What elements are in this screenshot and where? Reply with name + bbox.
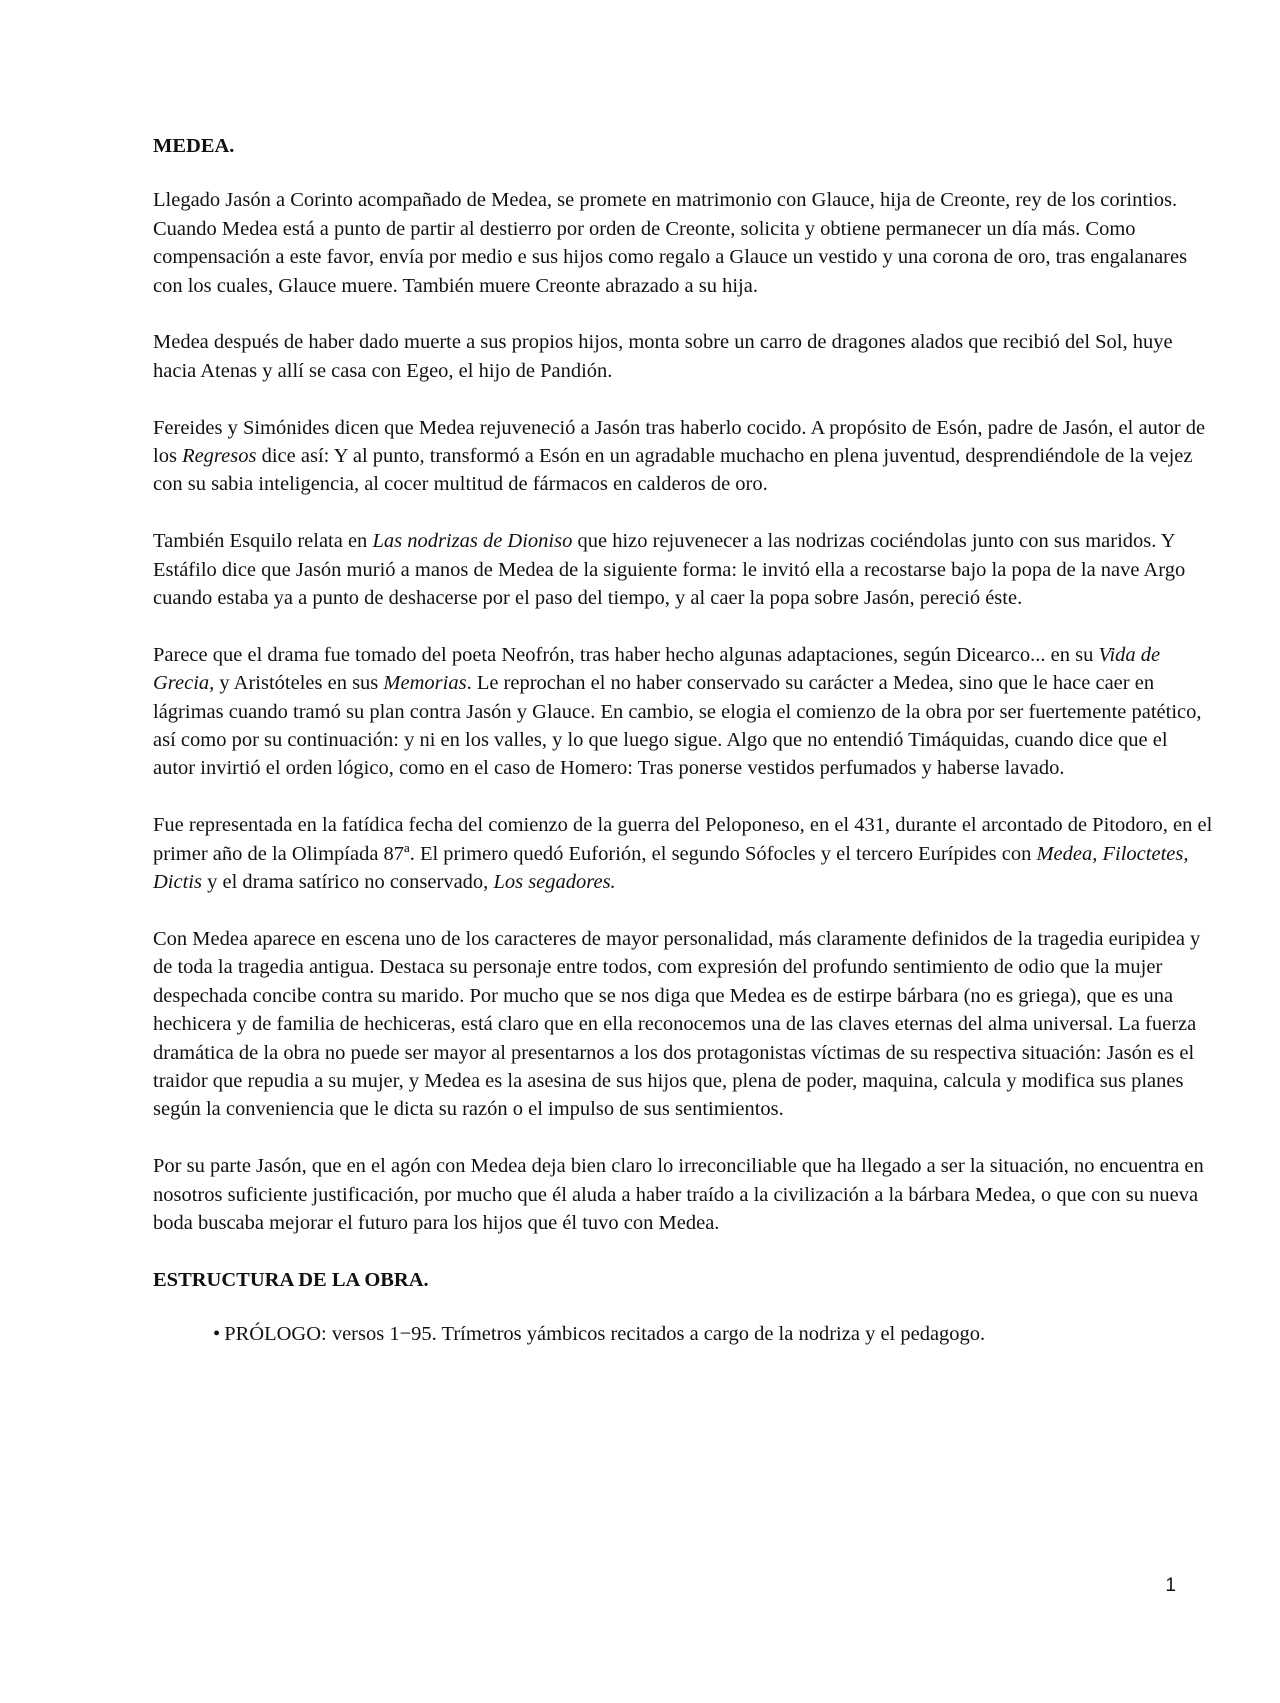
paragraph-1: Llegado Jasón a Corinto acompañado de Medea, se promete en matrimonio con Glauce, hija de Creonte, rey de los corintios. Cuando Medea está a punto de partir al destierro por orden de Creonte, solicita y obtiene permanecer un día más. Como compensación a este favor, envía por medio e sus hijos como regalo a Glauce un vestido y una corona de oro, tras engalanares con los cuales, Glauce muere. También muere Creonte abrazado a su hija.	[153, 189, 1188, 297]
paragraph-5-text-e: . Le reprochan el no haber conservado su carácter a Medea, sino que le hace caer en lágrimas cuando tramó su plan contra Jasón y Glauce. En cambio, se elogia el comienzo de la obra por ser fuertemente patético, así como por su continuación: y ni en los valles, y lo que luego sigue. Algo que no entendió Timáquidas, cuando dice que el autor invirtió el orden lógico, como en el caso de Homero: Tras ponerse vestidos perfumados y haberse lavado.	[153, 672, 1202, 780]
paragraph-5-text-c: y Aristóteles en sus	[214, 672, 384, 695]
paragraph-5-italic-vida-de-grecia: Vida de Grecia,	[153, 643, 1161, 695]
structure-list	[153, 1320, 1213, 1348]
bullet-icon: •	[213, 1323, 221, 1346]
paragraph-4-text-c: que hizo rejuvenecer a las nodrizas cociéndolas junto con sus maridos. Y Estáfilo dice que Jasón murió a manos de Medea de la siguiente forma: le invitó ella a recostarse bajo la popa de la nave Argo cuando estaba ya a punto de deshacerse por el paso del tiempo, y al caer la popa sobre Jasón, pereció éste.	[153, 530, 1186, 610]
paragraph-3	[153, 414, 1213, 499]
paragraph-4	[153, 527, 1213, 612]
paragraph-6	[153, 811, 1213, 896]
paragraph-3-text-a: Fereides y Simónides dicen que Medea rejuveneció a Jasón tras haberlo cocido. A propósito de Esón, padre de Jasón, el autor de los	[153, 416, 1206, 468]
page-number: 1	[1165, 1575, 1176, 1596]
paragraph-6-text-a: Fue representada en la fatídica fecha del comienzo de la guerra del Peloponeso, en el 431, durante el arcontado de Pitodoro, en el primer año de la Olimpíada 87ª. El primero quedó Euforión, el segundo Sófocles y el tercero Eurípides con	[153, 814, 1213, 865]
paragraph-2: Medea después de haber dado muerte a sus propios hijos, monta sobre un carro de dragones alados que recibió del Sol, huye hacia Atenas y allí se casa con Egeo, el hijo de Pandión.	[153, 331, 1173, 382]
paragraph-7: Con Medea aparece en escena uno de los caracteres de mayor personalidad, más claramente definidos de la tragedia euripidea y de toda la tragedia antigua. Destaca su personaje entre todos, com expresión del profundo sentimiento de odio que la mujer despechada concibe contra su marido. Por mucho que se nos diga que Medea es de estirpe bárbara (no es griega), que es una hechicera y de familia de hechiceras, está claro que en ella reconocemos una de las claves eternas del alma universal. La fuerza dramática de la obra no puede ser mayor al presentarnos a los dos protagonistas víctimas de su respectiva situación: Jasón es el traidor que repudia a su mujer, y Medea es la asesina de sus hijos que, plena de poder, maquina, calcula y modifica sus planes según la conveniencia que le dicta su razón o el impulso de sus sentimientos.	[153, 927, 1201, 1121]
structure-heading: ESTRUCTURA DE LA OBRA.	[153, 1268, 429, 1291]
list-item-text: PRÓLOGO: versos 1−95. Trímetros yámbicos recitados a cargo de la nodriza y el pedagogo.	[224, 1323, 986, 1346]
paragraph-5-text-a: Parece que el drama fue tomado del poeta Neofrón, tras haber hecho algunas adaptaciones, según Dicearco... en su	[153, 643, 1099, 666]
paragraph-4-italic-nodrizas: Las nodrizas de Dioniso	[372, 530, 573, 553]
paragraph-6-text-c: y el drama satírico no conservado,	[201, 871, 494, 894]
paragraph-5	[153, 641, 1213, 783]
paragraph-8: Por su parte Jasón, que en el agón con Medea deja bien claro lo irreconciliable que ha llegado a ser la situación, no encuentra en nosotros suficiente justificación, por mucho que él aluda a haber traído a la civilización a la bárbara Medea, o que con su nueva boda buscaba mejorar el futuro para los hijos que él tuvo con Medea.	[153, 1155, 1204, 1234]
document-title: MEDEA.	[153, 135, 235, 157]
paragraph-4-text-a: También Esquilo relata en	[153, 530, 373, 553]
paragraph-3-text-c: dice así: Y al punto, transformó a Esón en un agradable muchacho en plena juventud, desprendiéndole de la vejez con su sabia inteligencia, al cocer multitud de fármacos en calderos de oro.	[153, 445, 1193, 496]
document-page	[153, 132, 1213, 1349]
paragraph-5-italic-memorias: Memorias	[383, 672, 467, 695]
paragraph-3-italic-regresos: Regresos	[182, 445, 257, 468]
paragraph-6-italic-segadores: Los segadores.	[493, 871, 616, 894]
paragraph-6-italic-works: Medea, Filoctetes, Dictis	[153, 842, 1189, 894]
list-item	[213, 1320, 1213, 1348]
